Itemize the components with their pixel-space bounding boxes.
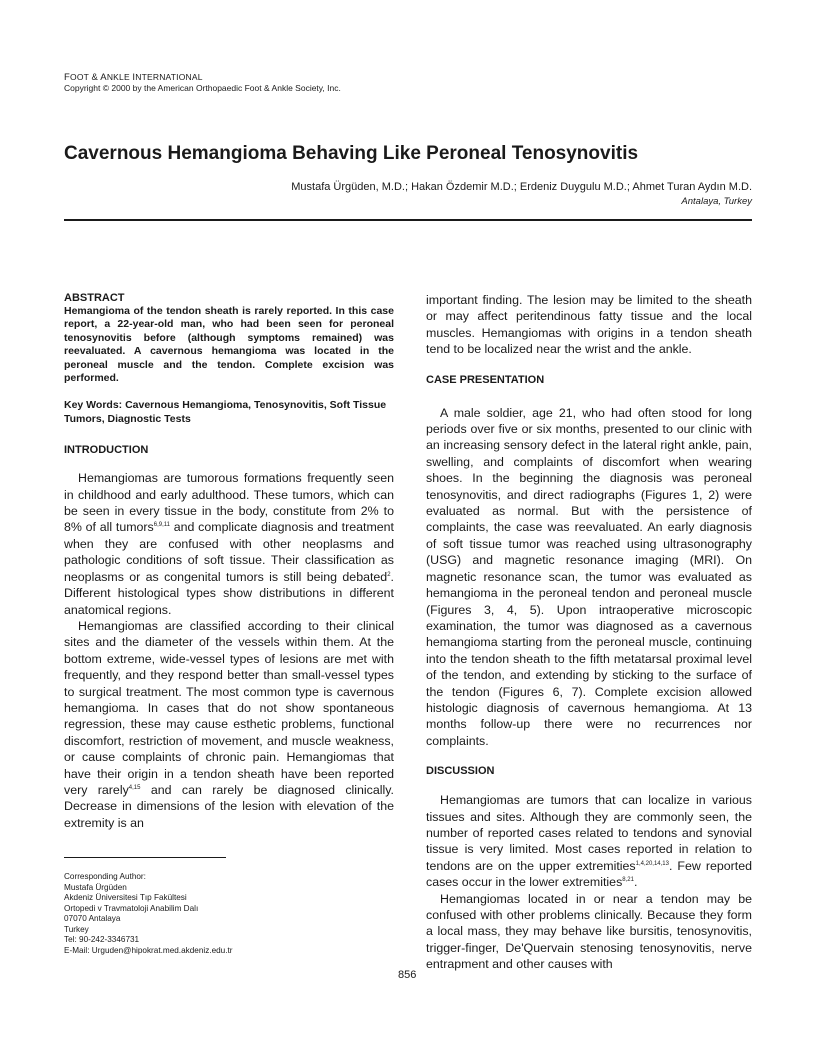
corresponding-author-footnote	[64, 872, 364, 956]
discussion-heading: DISCUSSION	[426, 765, 495, 778]
abstract-heading: ABSTRACT	[64, 292, 125, 304]
footnote-line: Turkey	[64, 924, 89, 934]
footnote-divider	[64, 857, 226, 858]
journal-name: FOOT & ANKLE INTERNATIONAL	[64, 72, 203, 83]
author-location: Antalaya, Turkey	[681, 196, 752, 207]
footnote-line: Corresponding Author:	[64, 872, 146, 881]
abstract-text: Hemangioma of the tendon sheath is rarely reported. In this case report, a 22-year-old man, who had been seen for peroneal tenosynovitis before (although symptoms remained) was reevaluated. A cavernous hemangioma was located in the peroneal muscle and the tendon. Complete excision was performed.	[64, 305, 394, 385]
introduction-paragraph-2: Hemangiomas are classified according to their clinical sites and the diameter of the vessels within them. At the bottom extreme, wide-vessel types of lesions are met with frequently, and they respond better than small-vessel types to surgical treatment. The most common type is cavernous hemangioma. In cases that do not show spontaneous regression, these may cause esthetic problems, functional discomfort, restriction of movement, and muscle weakness, or cause complaints of chronic pain. Hemangiomas that have their origin in a tendon sheath have been reported very rarely$^{4,15}$ and can rarely be diagnosed clinically. Decrease in dimensions of the lesion with elevation of the extremity is an	[64, 618, 394, 830]
title-divider	[64, 219, 752, 221]
introduction-continuation: important finding. The lesion may be limited to the sheath or may affect peritendinous fatty tissue and the local muscles. Hemangiomas with origins in a tendon sheath tend to be localized near the wrist and the ankle.	[426, 293, 752, 357]
page-number: 856	[398, 969, 417, 981]
footnote-line: 07070 Antalaya	[64, 914, 121, 923]
footnote-line: Mustafa Ürgüden	[64, 882, 127, 892]
left-column	[64, 292, 394, 831]
article-title: Cavernous Hemangioma Behaving Like Peroneal Tenosynovitis	[64, 143, 639, 164]
footnote-line: Ortopedi v Travmatoloji Anabilim Dalı	[64, 903, 199, 913]
case-presentation-heading: CASE PRESENTATION	[426, 373, 545, 386]
footnote-line: Akdeniz Üniversitesi Tıp Fakültesi	[64, 893, 187, 902]
introduction-paragraph-1: Hemangiomas are tumorous formations frequently seen in childhood and early adulthood. These tumors, which can be seen in every tissue in the body, constitute from 2% to 8% of all tumors$^{6,9,11}$ and complicate diagnosis and treatment when they are confused with other neoplasms and pathologic conditions of soft tissue. Their classification as neoplasms or as congenital tumors is still being debated$^2$. Different histological types show distributions in different anatomical regions.	[64, 471, 394, 617]
keywords: Key Words: Cavernous Hemangioma, Tenosynovitis, Soft Tissue Tumors, Diagnostic Tests	[64, 399, 387, 425]
case-presentation-text: A male soldier, age 21, who had often stood for long periods over five or six months, presented to our clinic with an increasing sensory defect in the lateral right ankle, pain, swelling, and complaints of discomfort when wearing shoes. In the beginning the diagnosis was peroneal tenosynovitis, and direct radiographs (Figures 1, 2) were evaluated as normal. But with the persistence of complaints, the case was reevaluated. An early diagnosis of soft tissue tumor was reached using ultrasonography (USG) and magnetic resonance imaging (MRI). On magnetic resonance scan, the tumor was evaluated as hemangioma in the peroneal tendon and peroneal muscle (Figures 3, 4, 5). Upon intraoperative microscopic examination, the tumor was diagnosed as a cavernous hemangioma starting from the peroneal muscle, continuing into the tendon sheath to the fifth metatarsal proximal level of the tendon, and extending by sticking to the surface of the tendon (Figures 6, 7). Complete excision allowed histologic diagnosis of cavernous hemangioma. At 13 months follow-up there were no recurrences nor complaints.	[426, 405, 752, 748]
author-list: Mustafa Ürgüden, M.D.; Hakan Özdemir M.D.; Erdeniz Duygulu M.D.; Ahmet Turan Aydın M.D.	[291, 181, 752, 193]
introduction-heading: INTRODUCTION	[64, 444, 149, 457]
footnote-line: Tel: 90-242-3346731	[64, 935, 140, 944]
discussion-paragraph-1: Hemangiomas are tumors that can localize in various tissues and sites. Although they are commonly seen, the number of reported cases related to tendons and synovial tissue is very limited. Most cases reported in relation to tendons are on the upper extremities$^{1,4,20,14,13}$. Few reported cases occur in the lower extremities$^{8,21}$.	[426, 793, 752, 890]
discussion-paragraph-2: Hemangiomas located in or near a tendon may be confused with other problems clinically. Because they form a local mass, they may behave like bursitis, tenosynovitis, trigger-finger, De'Quervain stenosing tenosynovitis, nerve entrapment and other causes with	[426, 891, 752, 972]
copyright-line: Copyright © 2000 by the American Orthopaedic Foot & Ankle Society, Inc.	[64, 83, 341, 93]
footnote-email: E-Mail: Urguden@hipokrat.med.akdeniz.edu.tr	[64, 945, 233, 955]
right-column	[426, 292, 752, 973]
